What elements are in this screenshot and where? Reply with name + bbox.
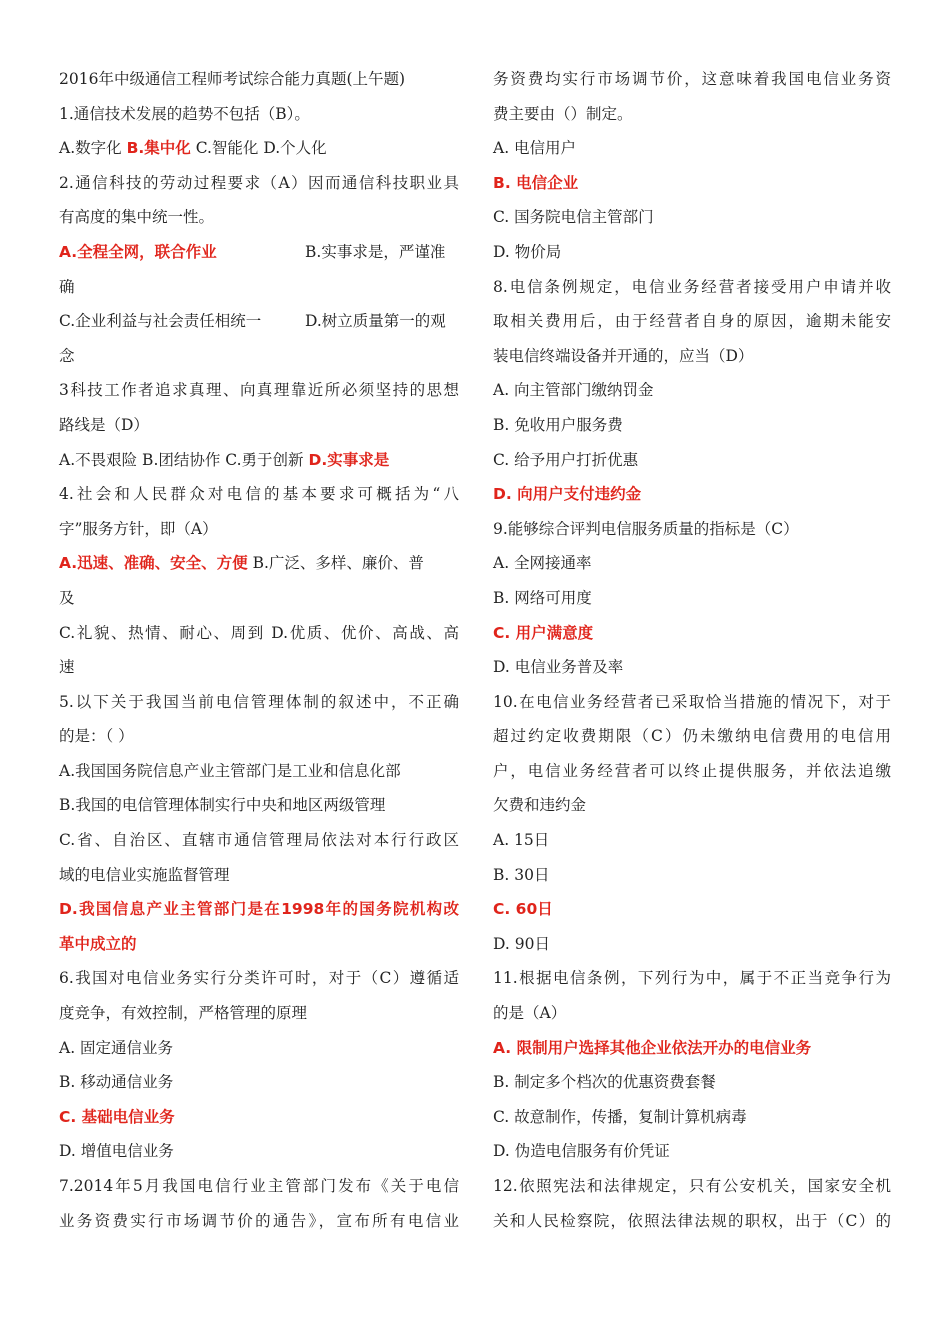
text-line <box>59 408 459 443</box>
text-line <box>59 1169 459 1204</box>
text-span: 9.能够综合评判电信服务质量的指标是（C） <box>493 519 799 538</box>
text-span: 务资费均实行市场调节价，这意味着我国电信业务资 <box>493 70 891 88</box>
text-span: A. 15日 <box>493 831 550 850</box>
text-span: C.企业利益与社会责任相统一 <box>59 312 262 331</box>
text-line <box>59 270 459 305</box>
text-line <box>493 270 891 305</box>
text-line <box>493 373 891 408</box>
answer-text: 革中成立的 <box>59 934 137 953</box>
text-span: 3科技工作者追求真理、向真理靠近所必须坚持的思想 <box>59 381 459 400</box>
text-line <box>493 685 891 720</box>
text-line <box>493 166 891 201</box>
text-span: 取相关费用后，由于经营者自身的原因，逾期未能安 <box>493 312 891 331</box>
text-span: 的是（A） <box>493 1004 567 1023</box>
text-line <box>493 996 891 1031</box>
text-span: 字”服务方针，即（A） <box>59 519 218 538</box>
text-span: C. 给予用户打折优惠 <box>493 450 639 469</box>
text-line <box>59 1065 459 1100</box>
text-line <box>59 166 459 201</box>
answer-text: C. 用户满意度 <box>493 623 594 642</box>
text-line <box>59 581 459 616</box>
left-column <box>59 62 459 1238</box>
text-line <box>493 546 891 581</box>
text-line <box>59 62 459 97</box>
text-span: C. 国务院电信主管部门 <box>493 208 654 227</box>
text-span: 8.电信条例规定，电信业务经营者接受用户申请并收 <box>493 277 891 296</box>
text-line <box>493 719 891 754</box>
text-span: C.省、自治区、直辖市通信管理局依法对本行行政区 <box>59 831 459 850</box>
text-span: B. 30日 <box>493 865 550 884</box>
answer-text: D.实事求是 <box>308 450 390 469</box>
answer-text: A.迅速、准确、安全、方便 <box>59 554 248 573</box>
text-span: A.我国国务院信息产业主管部门是工业和信息化部 <box>59 761 401 780</box>
answer-text: C. 60日 <box>493 900 553 919</box>
text-line <box>59 512 459 547</box>
text-span: 10.在电信业务经营者已采取恰当措施的情况下，对于 <box>493 692 891 711</box>
text-line <box>493 1134 891 1169</box>
text-span: 6.我国对电信业务实行分类许可时，对于（C）遵循适 <box>59 969 459 988</box>
text-line <box>493 754 891 789</box>
text-span: B. 移动通信业务 <box>59 1073 174 1092</box>
text-span: 2.通信科技的劳动过程要求（A）因而通信科技职业具 <box>59 173 459 192</box>
text-line <box>59 685 459 720</box>
text-line <box>493 304 891 339</box>
text-line <box>493 62 891 97</box>
right-column <box>493 62 891 1238</box>
answer-text: A. 限制用户选择其他企业依法开办的电信业务 <box>493 1038 812 1057</box>
text-line <box>59 304 459 339</box>
text-span: D. 增值电信业务 <box>59 1142 174 1161</box>
text-line <box>493 961 891 996</box>
text-line <box>493 1100 891 1135</box>
text-line <box>59 892 459 927</box>
text-span: 超过约定收费期限（C）仍未缴纳电信费用的电信用 <box>493 727 891 746</box>
text-line <box>59 650 459 685</box>
text-line <box>493 408 891 443</box>
text-span: 12.依照宪法和法律规定，只有公安机关，国家安全机 <box>493 1177 891 1195</box>
text-line <box>59 1204 459 1239</box>
text-line <box>59 200 459 235</box>
text-line <box>59 443 459 478</box>
text-line <box>59 858 459 893</box>
answer-text: B. 电信企业 <box>493 173 579 192</box>
answer-text: A.全程全网，联合作业 <box>59 242 217 261</box>
text-line <box>59 339 459 374</box>
text-span: A. 电信用户 <box>493 139 577 158</box>
text-span: 1.通信技术发展的趋势不包括（B）。 <box>59 104 310 123</box>
option-text: D.树立质量第一的观 <box>305 312 446 331</box>
text-span: 确 <box>59 277 75 296</box>
text-span: C. 故意制作，传播，复制计算机病毒 <box>493 1107 747 1126</box>
text-line <box>493 477 891 512</box>
text-line <box>59 719 459 754</box>
text-line <box>493 892 891 927</box>
text-span: A.不畏艰险 B.团结协作 C.勇于创新 <box>59 450 309 469</box>
text-span: 装电信终端设备并开通的，应当（D） <box>493 346 754 365</box>
text-span: 费主要由（）制定。 <box>493 104 633 123</box>
text-span: B.广泛、多样、廉价、普 <box>247 554 424 573</box>
answer-text: D. 向用户支付违约金 <box>493 485 642 504</box>
text-line <box>59 373 459 408</box>
text-span: B.我国的电信管理体制实行中央和地区两级管理 <box>59 796 386 815</box>
text-span: 11.根据电信条例，下列行为中，属于不正当竞争行为 <box>493 969 891 988</box>
text-span: 路线是（D） <box>59 415 149 434</box>
text-span: 速 <box>59 658 75 677</box>
text-line <box>493 927 891 962</box>
text-line <box>493 339 891 374</box>
text-line <box>493 200 891 235</box>
text-line <box>493 97 891 132</box>
text-line <box>493 788 891 823</box>
text-span: 及 <box>59 588 75 607</box>
text-span: B. 免收用户服务费 <box>493 415 623 434</box>
text-line <box>59 235 459 270</box>
text-line <box>59 823 459 858</box>
text-line <box>59 1031 459 1066</box>
text-line <box>493 858 891 893</box>
text-line <box>59 996 459 1031</box>
text-line <box>59 477 459 512</box>
text-span: A.数字化 <box>59 139 127 158</box>
text-span: 有高度的集中统一性。 <box>59 208 215 227</box>
text-span: B. 网络可用度 <box>493 588 592 607</box>
text-span: D. 伪造电信服务有价凭证 <box>493 1142 670 1161</box>
text-span: D. 物价局 <box>493 242 562 261</box>
text-span: A. 向主管部门缴纳罚金 <box>493 381 654 400</box>
text-span: 欠费和违约金 <box>493 796 587 815</box>
text-span: 2016年中级通信工程师考试综合能力真题(上午题) <box>59 70 406 88</box>
text-span: 7.2014年5月我国电信行业主管部门发布《关于电信 <box>59 1177 459 1195</box>
text-line <box>59 546 459 581</box>
text-span: B. 制定多个档次的优惠资费套餐 <box>493 1073 716 1092</box>
answer-text: B.集中化 <box>126 139 191 158</box>
text-span: A. 全网接通率 <box>493 554 592 573</box>
text-line <box>59 754 459 789</box>
text-line <box>493 1065 891 1100</box>
text-span: 域的电信业实施监督管理 <box>59 865 230 884</box>
text-span: 户，电信业务经营者可以终止提供服务，并依法追缴 <box>493 761 891 780</box>
text-line <box>493 235 891 270</box>
text-line <box>493 512 891 547</box>
text-line <box>59 788 459 823</box>
answer-text: C. 基础电信业务 <box>59 1107 175 1126</box>
text-line <box>493 616 891 651</box>
answer-text: D.我国信息产业主管部门是在1998年的国务院机构改 <box>59 900 459 919</box>
text-line <box>493 823 891 858</box>
text-line <box>59 927 459 962</box>
text-line <box>493 650 891 685</box>
text-line <box>59 97 459 132</box>
option-text: B.实事求是，严谨准 <box>305 242 446 261</box>
text-line <box>493 1204 891 1239</box>
text-line <box>59 961 459 996</box>
text-span: 度竞争，有效控制，严格管理的原理 <box>59 1004 308 1023</box>
text-span: 4.社会和人民群众对电信的基本要求可概括为“八 <box>59 485 459 504</box>
text-span: C.礼貌、热情、耐心、周到 D.优质、优价、高战、高 <box>59 623 459 642</box>
text-span: 5.以下关于我国当前电信管理体制的叙述中，不正确 <box>59 692 459 711</box>
text-line <box>493 131 891 166</box>
text-line <box>59 1100 459 1135</box>
text-span: 的是：（ ） <box>59 727 134 746</box>
text-span: 业务资费实行市场调节价的通告》，宣布所有电信业 <box>59 1211 459 1230</box>
text-line <box>59 616 459 651</box>
text-span: 关和人民检察院，依照法律法规的职权，出于（C）的 <box>493 1211 891 1230</box>
text-span: D. 电信业务普及率 <box>493 658 624 677</box>
text-span: C.智能化 D.个人化 <box>190 139 327 158</box>
text-span: 念 <box>59 346 75 365</box>
text-line <box>493 581 891 616</box>
text-line <box>59 131 459 166</box>
text-line <box>493 443 891 478</box>
text-line <box>493 1169 891 1204</box>
text-line <box>493 1031 891 1066</box>
text-line <box>59 1134 459 1169</box>
text-span: A. 固定通信业务 <box>59 1038 174 1057</box>
text-span: D. 90日 <box>493 934 550 953</box>
